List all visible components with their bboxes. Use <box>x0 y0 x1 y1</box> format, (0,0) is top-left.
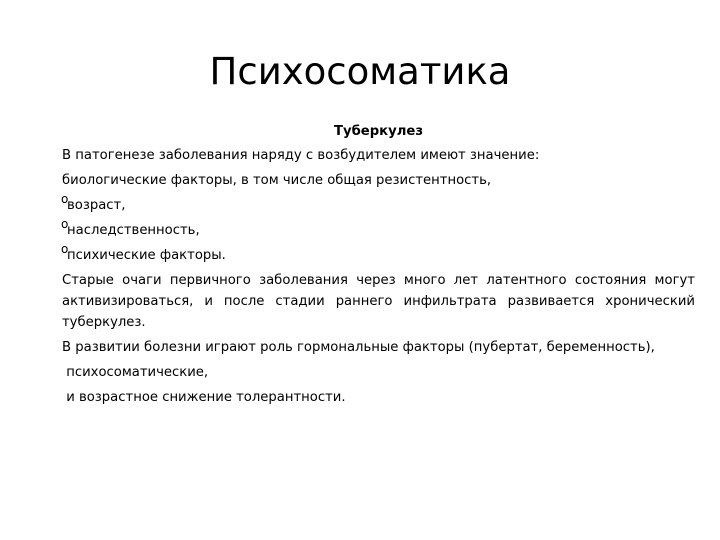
bullet-item-heredity <box>61 217 695 241</box>
paragraph-hormonal: В развитии болезни играют роль гормональные факторы (пубертат, беременность), <box>62 340 655 355</box>
slide-title: Психосоматика <box>209 50 511 93</box>
paragraph-old-foci: Старые очаги первичного заболевания через много лет латентного состояния могут активизироваться, и после стадии раннего инфильтрата развивается хронический туберкулез. <box>62 273 695 330</box>
bullet-item-age <box>61 192 695 216</box>
intro-line: В патогенезе заболевания наряду с возбудителем имеют значение: <box>62 148 540 163</box>
line-psychosomatic: психосоматические, <box>62 365 209 380</box>
bullet-marker: o <box>61 217 69 231</box>
bullet-item-psychic-factors <box>61 242 695 266</box>
slide-subtitle: Туберкулез <box>334 124 423 139</box>
bullet-text: психические факторы. <box>67 248 226 263</box>
bullet-marker: o <box>61 242 69 256</box>
factors-line: биологические факторы, в том числе общая резистентность, <box>62 173 492 188</box>
line-age-decline: и возрастное снижение толерантности. <box>62 390 346 405</box>
bullet-marker: o <box>61 192 69 206</box>
bullet-text: наследственность, <box>67 223 200 238</box>
bullet-text: возраст, <box>67 198 126 213</box>
slide-body <box>62 121 695 412</box>
